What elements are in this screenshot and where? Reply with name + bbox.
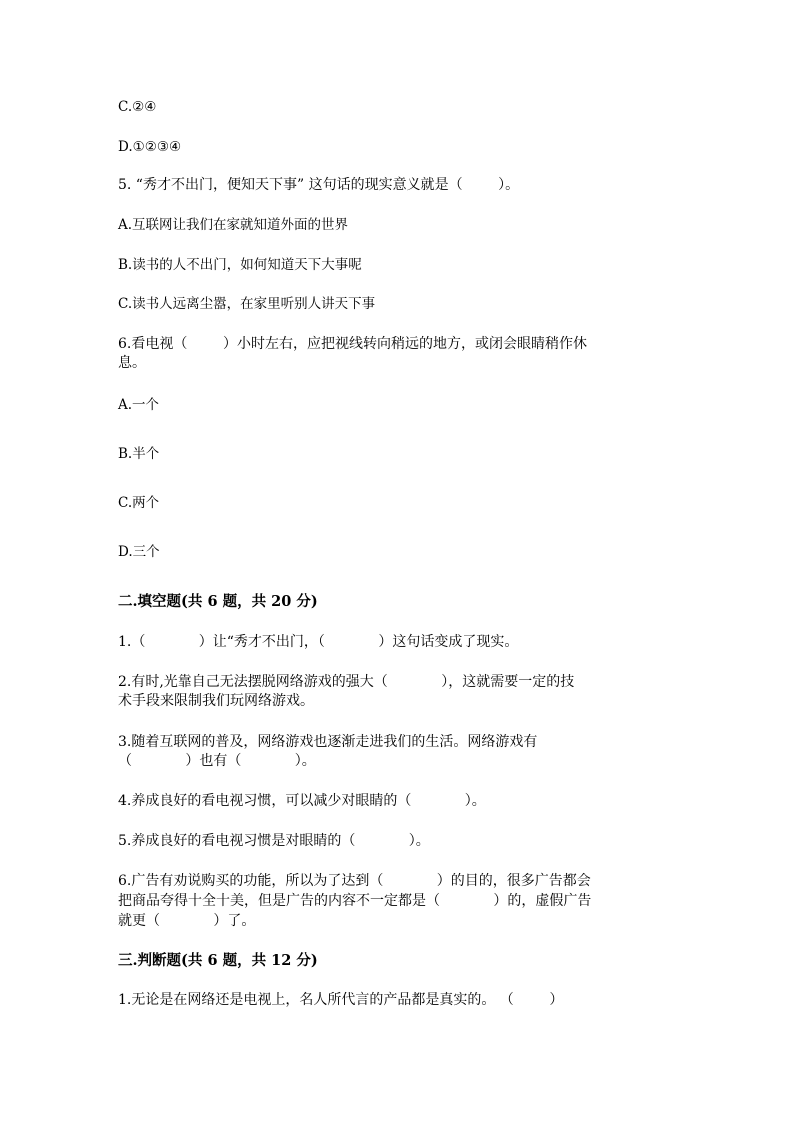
fill-question-6: 6.广告有劝说购买的功能，所以为了达到（ ）的目的，很多广告都会 bbox=[118, 873, 591, 889]
question-6-stem: 6.看电视（ ）小时左右，应把视线转向稍远的地方，或闭会眼睛稍作休 bbox=[118, 336, 587, 352]
fill-question-3: 3.随着互联网的普及，网络游戏也逐渐走进我们的生活。网络游戏有 bbox=[118, 734, 538, 750]
question-6-option-b: B.半个 bbox=[118, 446, 160, 462]
fill-question-4: 4.养成良好的看电视习惯，可以减少对眼睛的（ ）。 bbox=[118, 793, 486, 809]
fill-question-2: 2.有时,光靠自己无法摆脱网络游戏的强大（ ），这就需要一定的技 bbox=[118, 674, 575, 690]
question-5-option-a: A.互联网让我们在家就知道外面的世界 bbox=[118, 217, 349, 233]
question-5-option-c: C.读书人远离尘嚣，在家里听别人讲天下事 bbox=[118, 296, 376, 312]
option-c-line: C.②④ bbox=[118, 99, 157, 115]
question-6-option-c: C.两个 bbox=[118, 495, 160, 511]
question-6-option-a: A.一个 bbox=[118, 397, 160, 413]
section-fill-in-heading: 二.填空题(共 6 题，共 20 分) bbox=[118, 593, 318, 610]
section-judgement-heading: 三.判断题(共 6 题，共 12 分) bbox=[118, 952, 318, 969]
question-5-option-b: B.读书的人不出门，如何知道天下大事呢 bbox=[118, 257, 362, 273]
option-d-line: D.①②③④ bbox=[118, 139, 182, 155]
judgement-question-1: 1.无论是在网络还是电视上，名人所代言的产品都是真实的。 （ ） bbox=[118, 992, 564, 1008]
fill-question-6-cont: 把商品夸得十全十美，但是广告的内容不一定都是（ ）的，虚假广告 bbox=[118, 893, 592, 909]
question-6-stem-cont: 息。 bbox=[118, 355, 146, 371]
question-5-stem: 5. “秀才不出门，便知天下事” 这句话的现实意义就是（ ）。 bbox=[118, 177, 520, 193]
question-6-option-d: D.三个 bbox=[118, 544, 160, 560]
fill-question-6-cont-2: 就更（ ）了。 bbox=[118, 913, 256, 929]
fill-question-3-cont: （ ）也有（ ）。 bbox=[118, 753, 316, 769]
fill-question-1: 1.（ ）让“秀才不出门，（ ）这句话变成了现实。 bbox=[118, 634, 519, 650]
fill-question-5: 5.养成良好的看电视习惯是对眼睛的（ ）。 bbox=[118, 833, 430, 849]
fill-question-2-cont: 术手段来限制我们玩网络游戏。 bbox=[118, 693, 314, 709]
